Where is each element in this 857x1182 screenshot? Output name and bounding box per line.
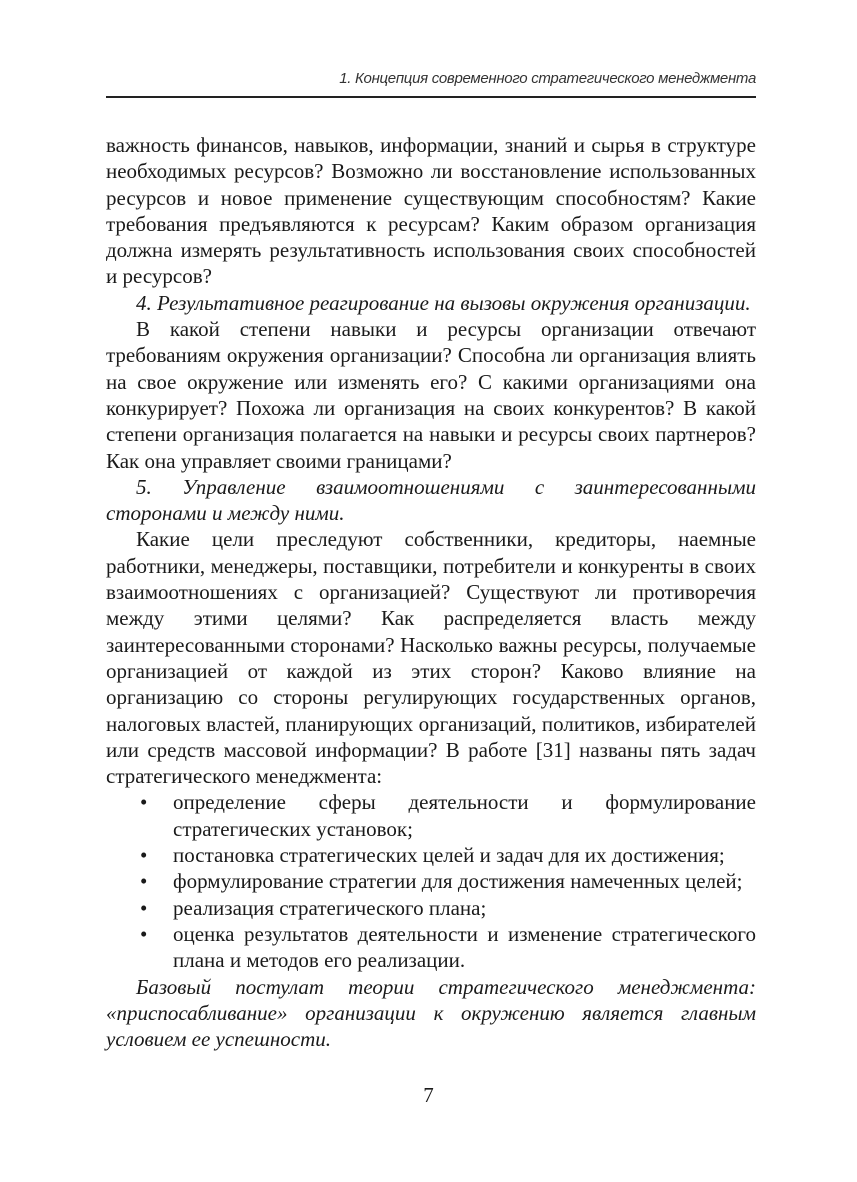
bullet-icon: • — [140, 790, 148, 815]
bullet-icon: • — [140, 895, 148, 920]
header-rule — [106, 96, 756, 98]
list-item — [106, 868, 756, 894]
bullet-icon: • — [140, 921, 148, 946]
section-heading-4: 4. Результативное реагирование на вызовы окружения организации. — [136, 290, 751, 315]
bullet-icon: • — [140, 843, 148, 868]
running-header: 1. Концепция современного стратегического менеджмента — [339, 70, 756, 87]
list-item — [106, 842, 756, 868]
paragraph-stakeholders: Какие цели преследуют собственники, кредиторы, наемные работники, менеджеры, поставщики, потребители и конкуренты в своих взаимоотношениях с организацией? Существуют ли противоречия между этими целями? Как распределяется власть между заинтересованными сторонами? Насколько важны ресурсы, получаемые организацией от каждой из этих сторон? Каково влияние на организацию со стороны регулирующих государственных органов, налоговых властей, планирующих организаций, политиков, избирателей или средств массовой информации? В работе [31] названы пять задач стратегического менеджмента: — [106, 527, 756, 789]
list-item-text: постановка стратегических целей и задач для их достижения; — [173, 843, 725, 868]
list-item-text: определение сферы деятельности и формулирование стратегических установок; — [173, 790, 756, 841]
list-item — [106, 895, 756, 921]
tasks-list — [106, 789, 756, 973]
page-number: 7 — [423, 1083, 434, 1107]
page-body — [106, 132, 756, 1052]
list-item — [106, 921, 756, 974]
bullet-icon: • — [140, 869, 148, 894]
list-item — [106, 789, 756, 842]
list-item-text: формулирование стратегии для достижения намеченных целей; — [173, 869, 743, 894]
list-item-text: реализация стратегического плана; — [173, 895, 487, 920]
section-heading-5: 5. Управление взаимоотношениями с заинтересованными сторонами и между ними. — [106, 474, 756, 526]
paragraph-environment: В какой степени навыки и ресурсы организации отвечают требованиям окружения организации? Способна ли организация влиять на свое окружение или изменять его? С какими организациями она конкурирует? Похожа ли организация на своих конкурентов? В какой степени организация полагается на навыки и ресурсы своих партнеров? Как она управляет своими границами? — [106, 317, 756, 473]
paragraph-resources: важность финансов, навыков, информации, знаний и сырья в структуре необходимых ресурсов? Возможно ли восстановление использованных ресурсов и новое применение существующим способностям? Какие требования предъявляются к ресурсам? Каким образом организация должна измерять результативность использования своих способностей и ресурсов? — [106, 133, 756, 289]
conclusion-paragraph: Базовый постулат теории стратегического менеджмента: «приспосабливание» организации к окружению является главным условием ее успешности. — [106, 974, 756, 1052]
list-item-text: оценка результатов деятельности и изменение стратегического плана и методов его реализации. — [173, 921, 756, 973]
